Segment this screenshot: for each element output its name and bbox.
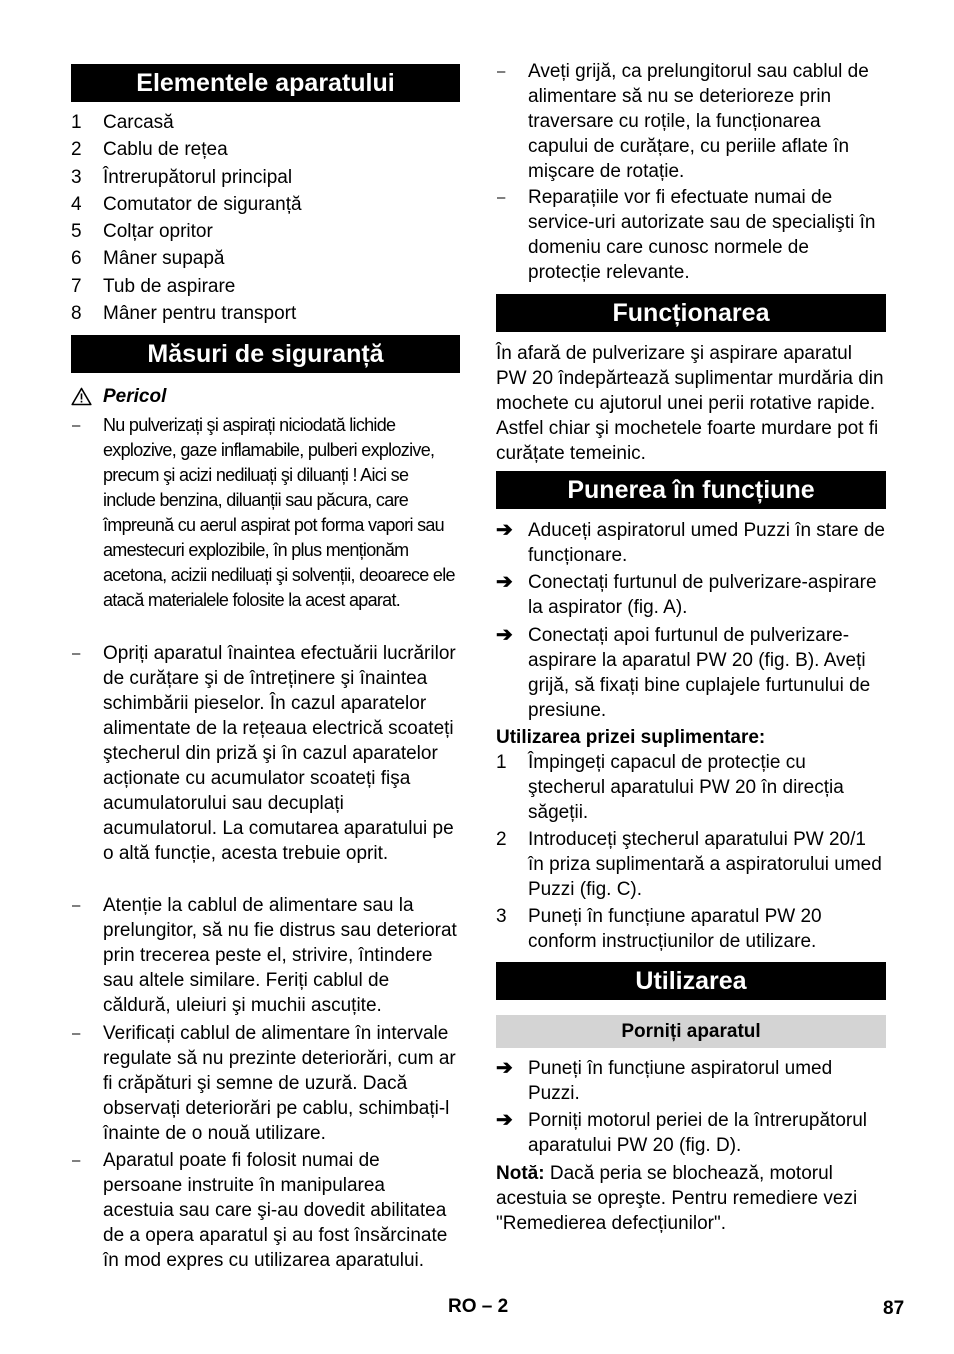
arrow-right-icon: ➔ <box>496 624 513 646</box>
safety-item: – Reparațiile vor fi efectuate numai de service-uri autorizate sau de specialişti în domeniu care cunosc normele de protecție relevante. <box>497 187 876 283</box>
extra-socket-heading: Utilizarea prizei suplimentare: <box>496 727 766 748</box>
danger-warning <box>71 384 460 409</box>
warning-triangle-icon <box>71 387 92 413</box>
safety-item: – Verificați cablul de alimentare în intervale regulate să nu prezinte deteriorări, cum ar fi crăpături şi semne de uzură. Dacă observați deteriorări pe cablu, schimbați-l înainte de o nouă utilizare. <box>72 1023 456 1144</box>
arrow-right-icon: ➔ <box>496 571 513 593</box>
note-text: Dacă peria se blochează, motorul acestuia se opreşte. Pentru remediere vezi "Remedierea defecțiunilor". <box>496 1163 858 1234</box>
note-label: Notă: <box>496 1163 545 1184</box>
startup-step: ➔ Conectați apoi furtunul de pulverizare-aspirare la aparatul PW 20 (fig. B). Aveți grijă, să fixați bine cuplajele furtunului de presiune. <box>496 624 871 721</box>
dash-bullet: – <box>72 1152 81 1169</box>
startup-step: ➔ Conectați furtunul de pulverizare-aspirare la aspirator (fig. A). <box>496 571 877 618</box>
safety-item: – Nu pulverizați şi aspirați niciodată lichide explozive, gaze inflamabile, pulberi explozive, precum şi acizi nediluați şi diluanți ! Aici se include benzina, diluanții sau păcura, care împreună cu aerul aspirat pot forma vapori sau amestecuri explozibile, în plus menționăm acetona, acizii nediluați şi solvenții, deoarece ele atacă materialele folosite la acest aparat. <box>72 415 455 610</box>
socket-step: 1 Împingeți capacul de protecție cu ştecherul aparatului PW 20 în direcția săgeții. <box>496 752 844 823</box>
socket-step: 3 Puneți în funcțiune aparatul PW 20 conform instrucțiunilor de utilizare. <box>496 906 822 952</box>
dash-bullet: – <box>497 189 506 206</box>
safety-item: – Aparatul poate fi folosit numai de persoane instruite în manipularea acestuia sau care şi-au dovedit abilitatea de a opera aparatul şi au fost însărcinate în mod expres cu utilizarea aparatului. <box>72 1150 448 1271</box>
footer-section-label: RO – 2 <box>448 1296 509 1317</box>
socket-step: 2 Introduceți ştecherul aparatului PW 20/1 în priza suplimentară a aspiratorului umed Puzzi (fig. C). <box>496 829 882 900</box>
safety-item: – Aveți grijă, ca prelungitorul sau cablul de alimentare să nu se deterioreze prin traversare cu roțile, la funcționarea capului de curățare, cu periile aflate în mişcare de rotație. <box>497 61 869 182</box>
list-item: 2 Cablu de rețea <box>71 139 228 161</box>
list-item: 8 Mâner pentru transport <box>71 303 297 325</box>
dash-bullet: – <box>72 1025 81 1042</box>
start-device-subheading: Porniți aparatul <box>496 1015 886 1048</box>
dash-bullet: – <box>72 417 80 434</box>
note-paragraph <box>496 1161 886 1236</box>
list-item: 5 Colțar opritor <box>71 221 213 243</box>
list-item: 7 Tub de aspirare <box>71 275 236 297</box>
startup-step: ➔ Aduceți aspiratorul umed Puzzi în stare de funcționare. <box>496 519 885 566</box>
safety-heading: Măsuri de siguranță <box>71 335 460 373</box>
arrow-right-icon: ➔ <box>496 519 513 541</box>
dash-bullet: – <box>497 63 506 80</box>
list-item: 4 Comutator de siguranță <box>71 193 302 215</box>
safety-item: – Atenție la cablul de alimentare sau la prelungitor, să nu fie distrus sau deteriorat prin trecerea peste el, strivire, întindere sau altele similare. Feriți cablul de căldură, uleiuri şi muchii ascuțite. <box>72 895 457 1016</box>
operation-heading: Funcționarea <box>496 294 886 332</box>
usage-step: ➔ Puneți în funcțiune aspiratorul umed Puzzi. <box>496 1057 833 1104</box>
warning-label: Pericol <box>103 386 167 407</box>
startup-heading: Punerea în funcțiune <box>496 471 886 509</box>
usage-step: ➔ Porniți motorul periei de la întrerupătorul aparatului PW 20 (fig. D). <box>496 1109 868 1156</box>
dash-bullet: – <box>72 645 81 662</box>
safety-item: – Opriți aparatul înaintea efectuării lucrărilor de curățare şi de întreținere şi înaintea schimbării pieselor. În cazul aparatelor alimentate de la rețeaua electrică scoateți ştecherul din priză şi în cazul aparatelor acționate cu acumulator scoateți fişa acumulatorului sau decuplați acumulatorul. La comutarea aparatului pe o altă funcție, acesta trebuie oprit. <box>72 643 456 864</box>
arrow-right-icon: ➔ <box>496 1057 513 1079</box>
list-item: 3 Întrerupătorul principal <box>71 166 293 188</box>
elements-list <box>71 109 460 327</box>
elements-heading: Elementele aparatului <box>71 64 460 102</box>
list-item: 1 Carcasă <box>71 112 174 133</box>
arrow-right-icon: ➔ <box>496 1109 513 1131</box>
operation-text: În afară de pulverizare şi aspirare aparatul PW 20 îndepărtează suplimentar murdăria din mochete cu ajutorul unei perii rotative rapide. Astfel chiar şi mochetele foarte murdare pot fi curățate temeinic. <box>496 343 884 464</box>
list-item: 6 Mâner supapă <box>71 248 225 270</box>
usage-heading: Utilizarea <box>496 962 886 1000</box>
dash-bullet: – <box>72 897 81 914</box>
page-number: 87 <box>883 1298 905 1319</box>
